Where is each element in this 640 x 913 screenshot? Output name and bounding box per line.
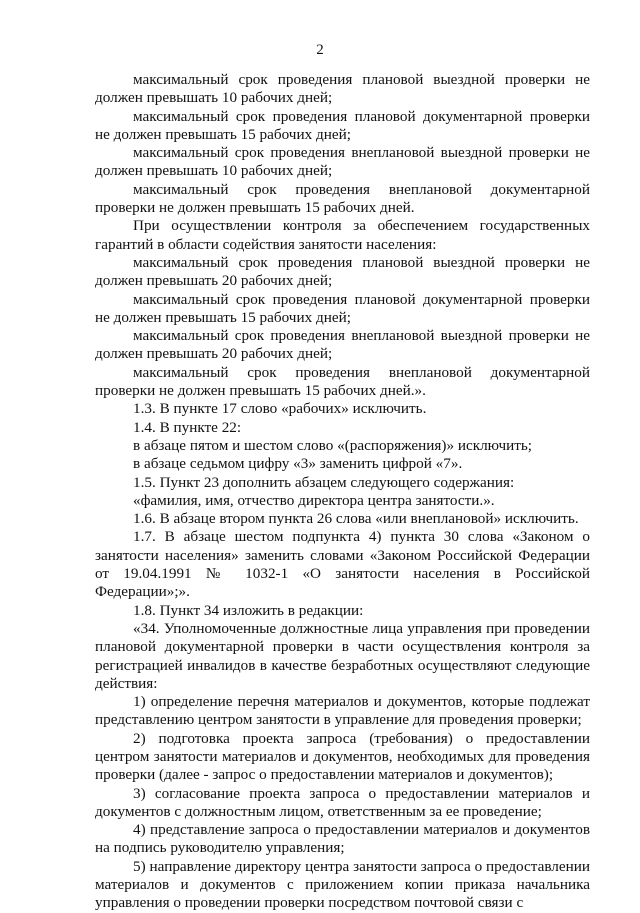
paragraph: максимальный срок проведения плановой выездной проверки не должен превышать 20 рабочих дней; — [95, 253, 590, 290]
paragraph: 3) согласование проекта запроса о предоставлении материалов и документов с должностным лицом, ответственным за ее проведение; — [95, 784, 590, 820]
paragraph: максимальный срок проведения внеплановой документарной проверки не должен превышать 15 рабочих дней. — [95, 180, 590, 217]
paragraph: 1.8. Пункт 34 изложить в редакции: — [133, 601, 364, 619]
paragraph: «фамилия, имя, отчество директора центра занятости.». — [133, 491, 495, 509]
paragraph: «34. Уполномоченные должностные лица управления при проведении плановой документарной проверки в части осуществления контроля за регистрацией инвалидов в качестве безработных осуществляют следующие действия: — [95, 619, 590, 692]
paragraph: 1.5. Пункт 23 дополнить абзацем следующего содержания: — [133, 473, 515, 491]
paragraph: в абзаце седьмом цифру «3» заменить цифрой «7». — [133, 455, 463, 473]
paragraph: максимальный срок проведения плановой документарной проверки не должен превышать 15 рабочих дней; — [95, 290, 590, 326]
paragraph: максимальный срок проведения внеплановой выездной проверки не должен превышать 10 рабочих дней; — [95, 144, 590, 180]
paragraph: 4) представление запроса о предоставлении материалов и документов на подпись руководителю управления; — [95, 821, 590, 857]
paragraph: максимальный срок проведения внеплановой документарной проверки не должен превышать 15 рабочих дней.». — [95, 363, 590, 400]
paragraph: 1) определение перечня материалов и документов, которые подлежат представлению центром занятости в управление для проведения проверки; — [95, 693, 590, 729]
paragraph: в абзаце пятом и шестом слово «(распоряжения)» исключить; — [133, 436, 532, 454]
paragraph: 1.4. В пункте 22: — [133, 418, 242, 436]
paragraph: При осуществлении контроля за обеспечением государственных гарантий в области содействия занятости населения: — [95, 217, 590, 253]
paragraph: максимальный срок проведения плановой документарной проверки не должен превышать 15 рабочих дней; — [95, 107, 590, 143]
paragraph: 5) направление директору центра занятости запроса о предоставлении материалов и документов с приложением копии приказа начальника управления о проведении проверки посредством почтовой связи с — [95, 857, 590, 912]
page-number: 2 — [316, 42, 324, 58]
paragraph: максимальный срок проведения плановой выездной проверки не должен превышать 10 рабочих дней; — [95, 71, 590, 107]
paragraph: 1.7. В абзаце шестом подпункта 4) пункта 30 слова «Законом о занятости населения» заменить словами «Законом Российской Федерации от 19.04.1991 № 1032-1 «О занятости населения в Российской Федерации»;». — [95, 528, 590, 601]
document-body — [95, 71, 590, 913]
paragraph: максимальный срок проведения внеплановой выездной проверки не должен превышать 20 рабочих дней; — [95, 327, 590, 363]
paragraph: 2) подготовка проекта запроса (требования) о предоставлении центром занятости материалов и документов, необходимых для проведения проверки (далее - запрос о предоставлении материалов и документов); — [95, 729, 590, 784]
paragraph: 1.6. В абзаце втором пункта 26 слова «или внеплановой» исключить. — [133, 510, 579, 528]
paragraph: 1.3. В пункте 17 слово «рабочих» исключить. — [133, 400, 427, 418]
